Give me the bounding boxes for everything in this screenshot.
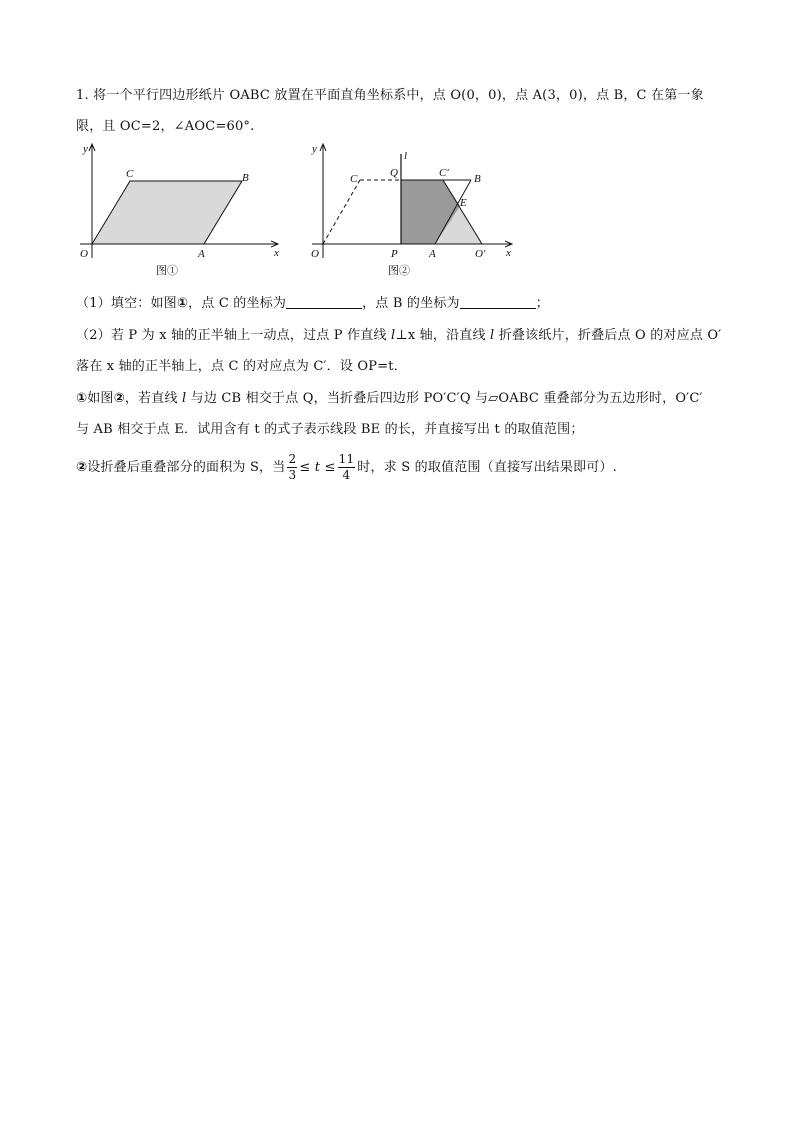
- part-2-line-1: [76, 324, 721, 343]
- part-2-line-2: 落在 x 轴的正半轴上，点 C 的对应点为 C′．设 OP=t．: [76, 359, 407, 374]
- circle-2-marker: ②: [76, 460, 88, 475]
- figure-1-caption: 图①: [156, 265, 178, 277]
- part-1-mid2: ，点 B 的坐标为: [362, 296, 460, 311]
- fraction-eleven-quarters: [338, 452, 356, 483]
- sub-1-text-c: 与边 CB 相交于点 Q，当折叠后四边形 PO′C′Q 与▱OABC 重叠部分为五边形时，O′C′: [186, 391, 703, 406]
- label-E: E: [460, 197, 467, 209]
- label-A: A: [198, 248, 205, 260]
- label-B: B: [242, 172, 249, 184]
- fraction-denominator: 4: [342, 468, 351, 482]
- parallelogram-oabc: [92, 181, 242, 244]
- label-P: P: [391, 248, 398, 260]
- sub-2-text-b: 时，求 S 的取值范围（直接写出结果即可）.: [357, 460, 617, 475]
- label-C: C: [350, 173, 358, 185]
- label-B: B: [474, 173, 481, 185]
- dashed-oc: [323, 180, 360, 244]
- label-C-prime: C′: [439, 167, 449, 179]
- sub-1-text-b: ，若直线: [124, 391, 182, 406]
- part-1: [76, 292, 549, 311]
- part-2-text-a: （2）若 P 为 x 轴的正半轴上一动点，过点 P 作直线: [76, 328, 392, 343]
- variable-t: t: [314, 460, 321, 475]
- le-symbol: ≤: [324, 460, 336, 475]
- answer-blank-c[interactable]: [286, 296, 362, 309]
- sub-2-line: [76, 452, 617, 483]
- sub-2-text-a: 设折叠后重叠部分的面积为 S，当: [87, 460, 286, 475]
- figure-1: [70, 140, 290, 280]
- circle-1-marker: ①: [76, 391, 88, 406]
- part-1-prefix: （1）填空：如图: [76, 296, 177, 311]
- fraction-two-thirds: [287, 452, 297, 483]
- line-l-ref: l: [391, 328, 396, 343]
- problem-line-1: 1. 将一个平行四边形纸片 OABC 放置在平面直角坐标系中，点 O(0，0)，点 A(3，0)，点 B，C 在第一象: [76, 88, 704, 103]
- figure-2-caption: 图②: [388, 265, 410, 277]
- line-l-ref: l: [181, 391, 187, 406]
- circle-1-ref: ①: [176, 296, 189, 311]
- fraction-denominator: 3: [288, 468, 297, 482]
- sub-1-text-a: 如图: [87, 391, 114, 406]
- sub-1-line-2: 与 AB 相交于点 E．试用含有 t 的式子表示线段 BE 的长，并直接写出 t 的取值范围；: [76, 422, 584, 437]
- label-Q: Q: [390, 167, 398, 179]
- problem-line-2: 限，且 OC=2，∠AOC=60°.: [76, 119, 255, 134]
- part-2-text-b: ⊥x 轴，沿直线: [395, 328, 491, 343]
- label-O: O: [311, 248, 319, 260]
- label-x: x: [506, 247, 511, 259]
- part-2-text-c: 折叠该纸片，折叠后点 O 的对应点 O′: [494, 328, 722, 343]
- line-l-ref: l: [490, 328, 495, 343]
- circle-2-ref: ②: [113, 391, 125, 406]
- label-C: C: [126, 168, 134, 180]
- label-y: y: [312, 143, 317, 155]
- le-symbol: ≤: [299, 460, 311, 475]
- figure-2: [300, 140, 530, 280]
- label-A: A: [429, 248, 436, 260]
- label-l: l: [404, 150, 408, 162]
- label-x: x: [274, 247, 279, 259]
- part-1-mid1: ，点 C 的坐标为: [188, 296, 287, 311]
- answer-blank-b[interactable]: [460, 296, 536, 309]
- label-y: y: [83, 143, 88, 155]
- part-1-end: ；: [535, 296, 549, 311]
- fraction-numerator: 2: [288, 452, 297, 466]
- sub-1-line-1: [76, 387, 703, 406]
- label-O-prime: O′: [475, 248, 486, 260]
- label-O: O: [80, 248, 88, 260]
- fraction-numerator: 11: [338, 452, 355, 466]
